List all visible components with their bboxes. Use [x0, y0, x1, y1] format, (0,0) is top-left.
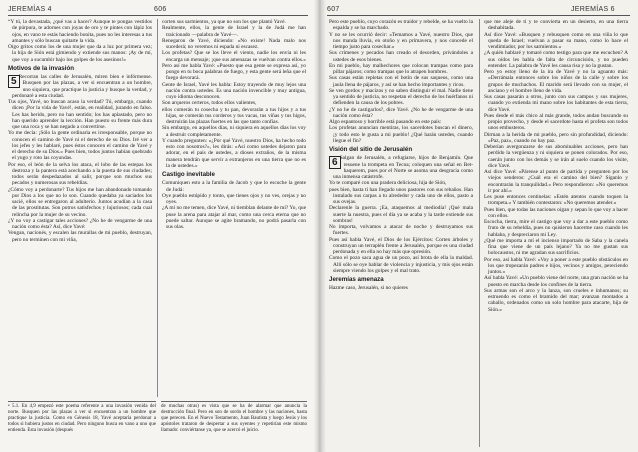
verse: Tus ojos, Yavé, no buscan acaso la verdad? Tú, embargo, cuando dicen ¡Por la vida de Yavé!, están, en realidad, jurando en falso. Les has herido, pero no han sentido; los has aplastado, pero no han querido aprender la lección. Han puesto su frente más dura que una roca y se han negado a convertirse.: [8, 99, 152, 130]
section-heading: Jeremías amenaza: [329, 276, 384, 283]
running-head-right: JEREMÍAS 6: [571, 6, 615, 13]
verse: Los profetas anuncian mentiras, los sacerdotes buscan el dinero, ¡y todo esto le gusta a mi pueblo! ¿Qué harán ustedes, cuando llegue el fin?: [329, 125, 473, 144]
verse: ¿A mí no me temen, dice Yavé, ni tiemblan delante de mí? Yo, que puse la arena para atajar al mar, como una cerca eterna que no puede saltar. Aunque se agite bramando, no podrá pasarla con sus olas.: [162, 205, 306, 230]
header-rule-left: [8, 15, 308, 16]
column-divider: [157, 19, 158, 397]
verse: Son arqueros certeros, todos ellos valientes,: [162, 100, 257, 107]
verse: pues bien, hasta tí han llegado unos pastores con sus rebaños. Han instalado sus carpas a tu alrededor y cada uno de ellos, pasto a sus ovejas.: [329, 186, 473, 205]
verse: Oigo gritos como los de una mujer que da a luz por primera vez; la hija de Sión está gimiendo y extiende sus manos: ¡Ay de mí, que voy a sucumbir bajo los golpes de los asesinos!»: [8, 44, 152, 63]
footnote-left-col2: de muchas otras) es vista que se ha de alarmar que anuncia la destrucción final. Pero en son de sordo el hombre y las naciones, hasta que perecen. En el Nuevo Testamento, Juan Bautista y luego Jesús y los apóstoles trataron de despertar a sus oyentes y repetirían este mismo llamado: conviértanse ya, que se acercó el juicio.: [161, 401, 307, 434]
verse: Pues así habla Yavé, el Dios de los Ejércitos: Corten árboles y construyan un terraplén frente a Jerusalén, porque es una ciudad perdonada y en ella no hay más que opresión.: [329, 236, 473, 255]
verse: Se ven gordos y macizos y no saben distinguir el mal. Nadie tiene ya sentido de justicia, no respetan el derecho de los huérfanos ni defienden la causa de los pobres.: [329, 87, 473, 107]
verse: Recorran las calles de Jerusalén, miren bien e infórmense. Busquen por las plazas, a ver si encuentran a un hombre, uno siquiera, que practique la justicia y busque la verdad, y perdonaré a esta ciudad.: [12, 74, 152, 99]
verse: corten sus sarmientos, ya que no son los que plantó Yavé.: [162, 19, 286, 25]
right-page: [319, 0, 638, 452]
verse: Oye pueblo estúpido y tonto, que tienes ojos y no ves, orejas y no oyes.: [162, 192, 306, 205]
verse: Pero así me habla Yavé: «Puesto que esa gente se expresa así, yo pongo en tu boca palabras de fuego, y esta gente será leña que el fuego devorará.: [162, 62, 306, 82]
verse: Por eso, el león de la selva los ataca, el lobo de las estepas los destroza y la pantera está acechando a la puerta de sus ciudades; todos serán despedazados al salir, porque son muchos sus pecados y numerosas sus rebeldías.: [8, 161, 152, 187]
chapter-number: 5: [8, 75, 20, 88]
verse: Gente de Israel, Yavé les habla: Estoy trayendo de muy lejos una nación contra ustedes. Es una nación invencible y muy antigua, cuyo idioma desconocen.: [162, 81, 306, 100]
verse: Los profetas? Que se los lleve el viento, nadie los envía ni les encarga un mensaje; ¡que sus amenazas se vuelvan contra ellos.»: [162, 50, 307, 63]
verse: “Y tú, la devastada, ¿qué vas a hacer? Aunque te pongas vestidos de púrpura, te adornes con joyas de oro y te pintes con lápiz los ojos, en vano te estás haciendo bonita, pues no les interesas a tus amantes y sólo buscan quitarte la vida.: [8, 19, 152, 44]
section-heading: Motivos de la invasión: [8, 64, 75, 72]
verse: Sus casas están repletas con el botín de sus saqueos, como una jaula llena de pájaros, y así se han hecho importantes y ricos.: [329, 75, 473, 88]
verse: Realmente, ellos, la gente de Israel y la de Judá me han traicionado —palabra de Yavé—.: [162, 25, 306, 38]
column-divider: [479, 19, 480, 447]
verse: Algo espantoso y horrible está pasando en este país:: [329, 119, 442, 125]
verse: Comuniquen esto a la familia de Jacob y que lo escuche la gente de Judá:: [162, 180, 306, 193]
verse: En mi pueblo, hay malhechores que colocan trampas como para pillar pájaros; como trampas que lo atrapen hombres.: [329, 62, 473, 75]
verse: Por eso, así habla Yavé: «Voy a poner a este pueblo obstáculos en los que tropezarán padres e hijos, vecinos y amigos, pereciendo juntos.»: [484, 256, 628, 275]
verse: Pero este pueblo, cuyo corazón es traidor y rebelde, se ha vuelto la espalda y se ha marchado.: [329, 19, 473, 32]
verse: Pues desde el más chico al más grande, todos andan buscando su propio provecho, y desde el sacerdote hasta el profeta son todos unos embusteros.: [484, 112, 628, 132]
verse: Les puse entonces centinelas: «Estén atentos cuando toquen la trompeta.» Y también contestaron: «No queremos atender.»: [484, 194, 628, 207]
verse: Hazme caso, Jerusalén, si no quieres: [329, 285, 408, 292]
verse: ¿Y no he de castigarlos?, dice Yavé. ¿No he de vengarme de una nación como ésta?: [329, 106, 473, 119]
verse: ellos comerán tu cosecha y tu pan, devorarán a tus hijos y a tus hijas, se comerán tus corderos y tus vacas, tus viñas y tus higos, destruirán las plazas fuertes en las que tanto confías.: [162, 106, 306, 125]
verse: Yo me decía: ¡Sólo la gente ordinaria es irresponsable, porque no conocen el camino de Yavé ni el derecho de su Dios. Iré ver a los jefes y les hablaré, pues éstos conocen el camino de Yavé y el derecho de su Dios.» Pues bien, todos juntos habían quebrado el yugo y roto las coyundas.: [8, 130, 152, 162]
verse: Así dice Yavé: «Párense al punto de partida y pregunten por los viejos senderos: ¿Cuál era el camino del bien? Síganlo y encontrarán la tranquilidad.» Pero respondieron: «No queremos ir por ahí.»: [484, 169, 628, 194]
verse: Y cuando pregunten: «¿Por qué Yavé, nuestro Dios, ha hecho todo esto con nosotros?», les dirás: «Así como ustedes dejaron para adorar, en el país de ustedes, a dioses extraños, de la misma manera tendrán que servir a extranjeros en una tierra que no es la de ustedes.»: [162, 137, 306, 169]
header-rule-right: [327, 15, 630, 16]
left-column-2: [162, 19, 306, 399]
verse: ¿Cómo voy a perdonarte? Tus hijos me han abandonado tomando por Dios a los que no lo son. Cuando quedaba ya saciados los sacié, ellos se entregaron al adulterio. Juntos acudían a la casa de las prostitutas. Son potros satisfechos y lujuriosos; cada cual relincha por la mujer de su vecino.: [8, 186, 152, 218]
verse: Renegaron de Yavé, diciendo: «No existe! Nada malo nos sucederá; no veremos ni espada ni escasez.: [162, 37, 306, 50]
verse: Yo te comparé con una pradera deliciosa, hija de Sión,: [329, 180, 447, 187]
verse: Declarenle la guerra. ¡Ea, ataquemos al mediodía! ¡Qué mala suerte la nuestra, pues el día ya se acaba y la tarde extiende sus sombras!: [329, 205, 473, 224]
verse: Sus crímenes y pecados han creado el desorden, privándoles a ustedes de esos bienes.: [329, 50, 473, 63]
verse: Así dice Yavé: «Busquen y rebusquen como en una viña lo que queda de Israel; vuelvan a pasar su mano, como lo hace el vendimiador, por los sarmientos.»: [484, 31, 628, 50]
verse: ¿Qué me importa a mí el incienso importado de Saba y la canela fina que viene de un país lejano? Ya no me gustan sus holocaustos, ni me agradan sus sacrificios.: [484, 237, 628, 257]
verse: Y no se les ocurrió decir: «Temamos a Yavé, nuestro Dios, que nos manda lluvia, en otoño y en primavera, y nos concede el tiempo justo para cosechar.»: [329, 31, 473, 50]
section-heading: Castigo inevitable: [162, 171, 215, 178]
verse: Vengan, nacionés, y escalen las murallas de mi pueblo, destruyan, pero no terminen con mi viña,: [8, 230, 152, 243]
left-column-1: [8, 19, 152, 399]
book-gutter: [314, 0, 326, 452]
footnote-left-col1: • 5.1. En 4,9 empezó este poema referente a una invasión venida del norte. Busquen por las plazas a ver si encuentran a un hombre que practique la justicia. Como en Génesis 18, Yavé aceptaría perdonar a todos si hubiera justos en ciudad. Pero ninguno busca en vano a uno que entienda. Esta invasión (después: [8, 401, 156, 434]
verse: Pero yo estoy lleno de la ira de Yavé y no la aguanto más: «Derrámala entonces sobre los niños de la calle y sobre los grupos de muchachos. El marido será llevado con su mujer, el anciano y el hombre lleno de vida.: [484, 69, 628, 94]
verse: ¿A quién hablaré y tomaré como testigo para que me escuchen? A sus oídos les habla de falta de circuncisión, y no pueden entender. La palabra de Yavé les causa risa y no la gustan.: [484, 50, 628, 69]
verse: ¿Y no voy a castigar tales acciones? ¿No he de vengarme de una nación como ésta? Así, dice Yavé:: [8, 217, 152, 230]
page-number-left: 606: [154, 6, 167, 13]
chapter-number: 6: [329, 156, 341, 169]
running-head-left: JEREMÍAS 4: [8, 6, 52, 13]
verse: Sin embargo, en aquellos días, ni siquiera en aquellos días los voy a destruir completamente.: [162, 125, 306, 138]
verse: Deberían avergonzarse de sus abominables acciones, pero han perdido la vergüenza y ni siquiera se ponen colorados. Por eso, caerán junto con los demás y se irán al suelo cuando los visite, dice Yavé.: [484, 144, 628, 169]
right-column-1: [329, 19, 473, 449]
right-column-2: [484, 19, 628, 449]
verse: Sus armas son el arco y la lanza, son crueles e inhumanos; su estruendo es como el bramido del mar; avanzan montados a caballo, ordenados como un solo hombre para atacarte, hija de Sión.»: [484, 287, 628, 313]
page-number-right: 607: [327, 6, 340, 13]
section-heading: Visión del sitio de Jerusalén: [329, 146, 413, 153]
verse: Salgan de Jerusalén, a refugiarse, hijos de Benjamín. Que resuene la trompeta en Tecoa; coloquen una señal en Bet-haquerem, pues por el Norte se asoma una desgracia como una inmensa catástrofe.: [333, 155, 473, 180]
verse: que me aleje de ti y te convierta en un desierto, en una tierra deshabitada.: [484, 19, 628, 32]
verse: No importa, volvamos a atacar de noche y destruyamos sus fuertes.: [329, 224, 473, 237]
verse: Pues bien, que todas las naciones oigan y sepan lo que voy a hacer con ellos.: [484, 206, 628, 219]
verse: Así habla Yavé: «Un pueblo viene del norte, una gran nación se ha puesto en marcha desde los confines de la tierra.: [484, 275, 628, 288]
verse: Sus casas pasarán a otros, junto con sus campos y sus mujeres, cuando yo extienda mi mano sobre los habitantes de esta tierra, dice Yavé.: [484, 94, 628, 113]
verse: Escucha, tierra, mire el castigo que voy a dar a este pueblo como fruto de su rebeldía, pues no quisieron hacerme caso cuando les hablaba, y despreciaron mi Ley.: [484, 219, 628, 238]
verse: Como el pozo saca agua de un pozo, así brota de ella la maldad. Allí sólo se oye hablar de violencia y injusticia, y mis ojos están siempre viendo los golpes y el mal trato.: [329, 255, 473, 274]
verse: Dirman a la herida de mi pueblo, pero sin profundidad, diciendo: «Paz, paz», cuando no hay paz.: [484, 131, 628, 144]
